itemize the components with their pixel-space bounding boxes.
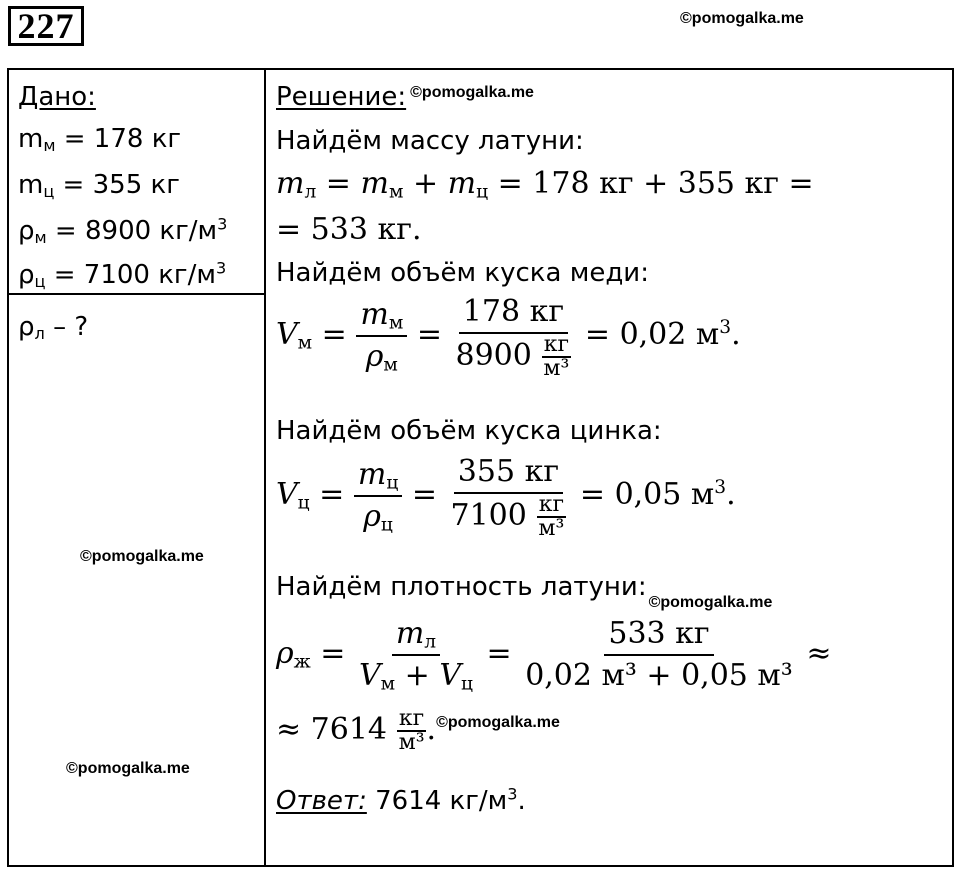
watermark: ©pomogalka.me (436, 714, 560, 731)
formula-brass-mass: $m_л = m_м + m_ц = 178$ кг + 355 кг = (276, 166, 814, 203)
given-line: $\rho_м = 8900$ $кг/м^3$ (18, 214, 228, 248)
watermark: ©pomogalka.me (648, 594, 773, 611)
problem-number: 227 (8, 6, 84, 46)
step-text: Найдём объём куска меди: (276, 258, 649, 288)
column-divider (264, 68, 266, 867)
formula-density-result: ≈ 7614 кг м³ .$^{©pomogalka.me}$ (276, 706, 560, 755)
step-text: Найдём массу латуни: (276, 126, 584, 156)
given-line: $m_ц = 355$ кг (18, 170, 180, 202)
find-line: $\rho_л$ – ? (18, 312, 89, 344)
given-heading: Дано: (18, 82, 96, 112)
watermark: ©pomogalka.me (80, 548, 204, 565)
step-text: Найдём объём куска цинка: (276, 416, 662, 446)
watermark: ©pomogalka.me (410, 84, 534, 101)
given-line: $m_м = 178$ кг (18, 124, 182, 156)
formula-copper-volume: $V_м$ = $m_м$ $\rho_м$ = 178 кг 8900 кг м³ = 0,02 $м^3$. (276, 294, 741, 381)
given-find-divider (7, 293, 266, 295)
given-line: $\rho_ц = 7100$ $кг/м^3$ (18, 258, 227, 292)
step-text: Найдём плотность $латуни:_{©pomogalka.me}$ (276, 572, 773, 611)
formula-brass-density: $\rho_ж$ = $m_л$ $V_м + V_ц$ = 533 кг 0,02 м³ + 0,05 м³ ≈ (276, 616, 832, 695)
watermark: ©pomogalka.me (66, 760, 190, 777)
formula-zinc-volume: $V_ц$ = $m_ц$ $\rho_ц$ = 355 кг 7100 кг м³ = 0,05 $м^3$. (276, 454, 736, 541)
solution-heading: Решение: $^{©pomogalka.me}$ (276, 82, 534, 112)
answer: Ответ: 7614 $кг/м^3$. (276, 784, 526, 816)
formula-brass-mass-result: = 533 кг. (276, 212, 422, 247)
watermark: ©pomogalka.me (680, 10, 804, 27)
